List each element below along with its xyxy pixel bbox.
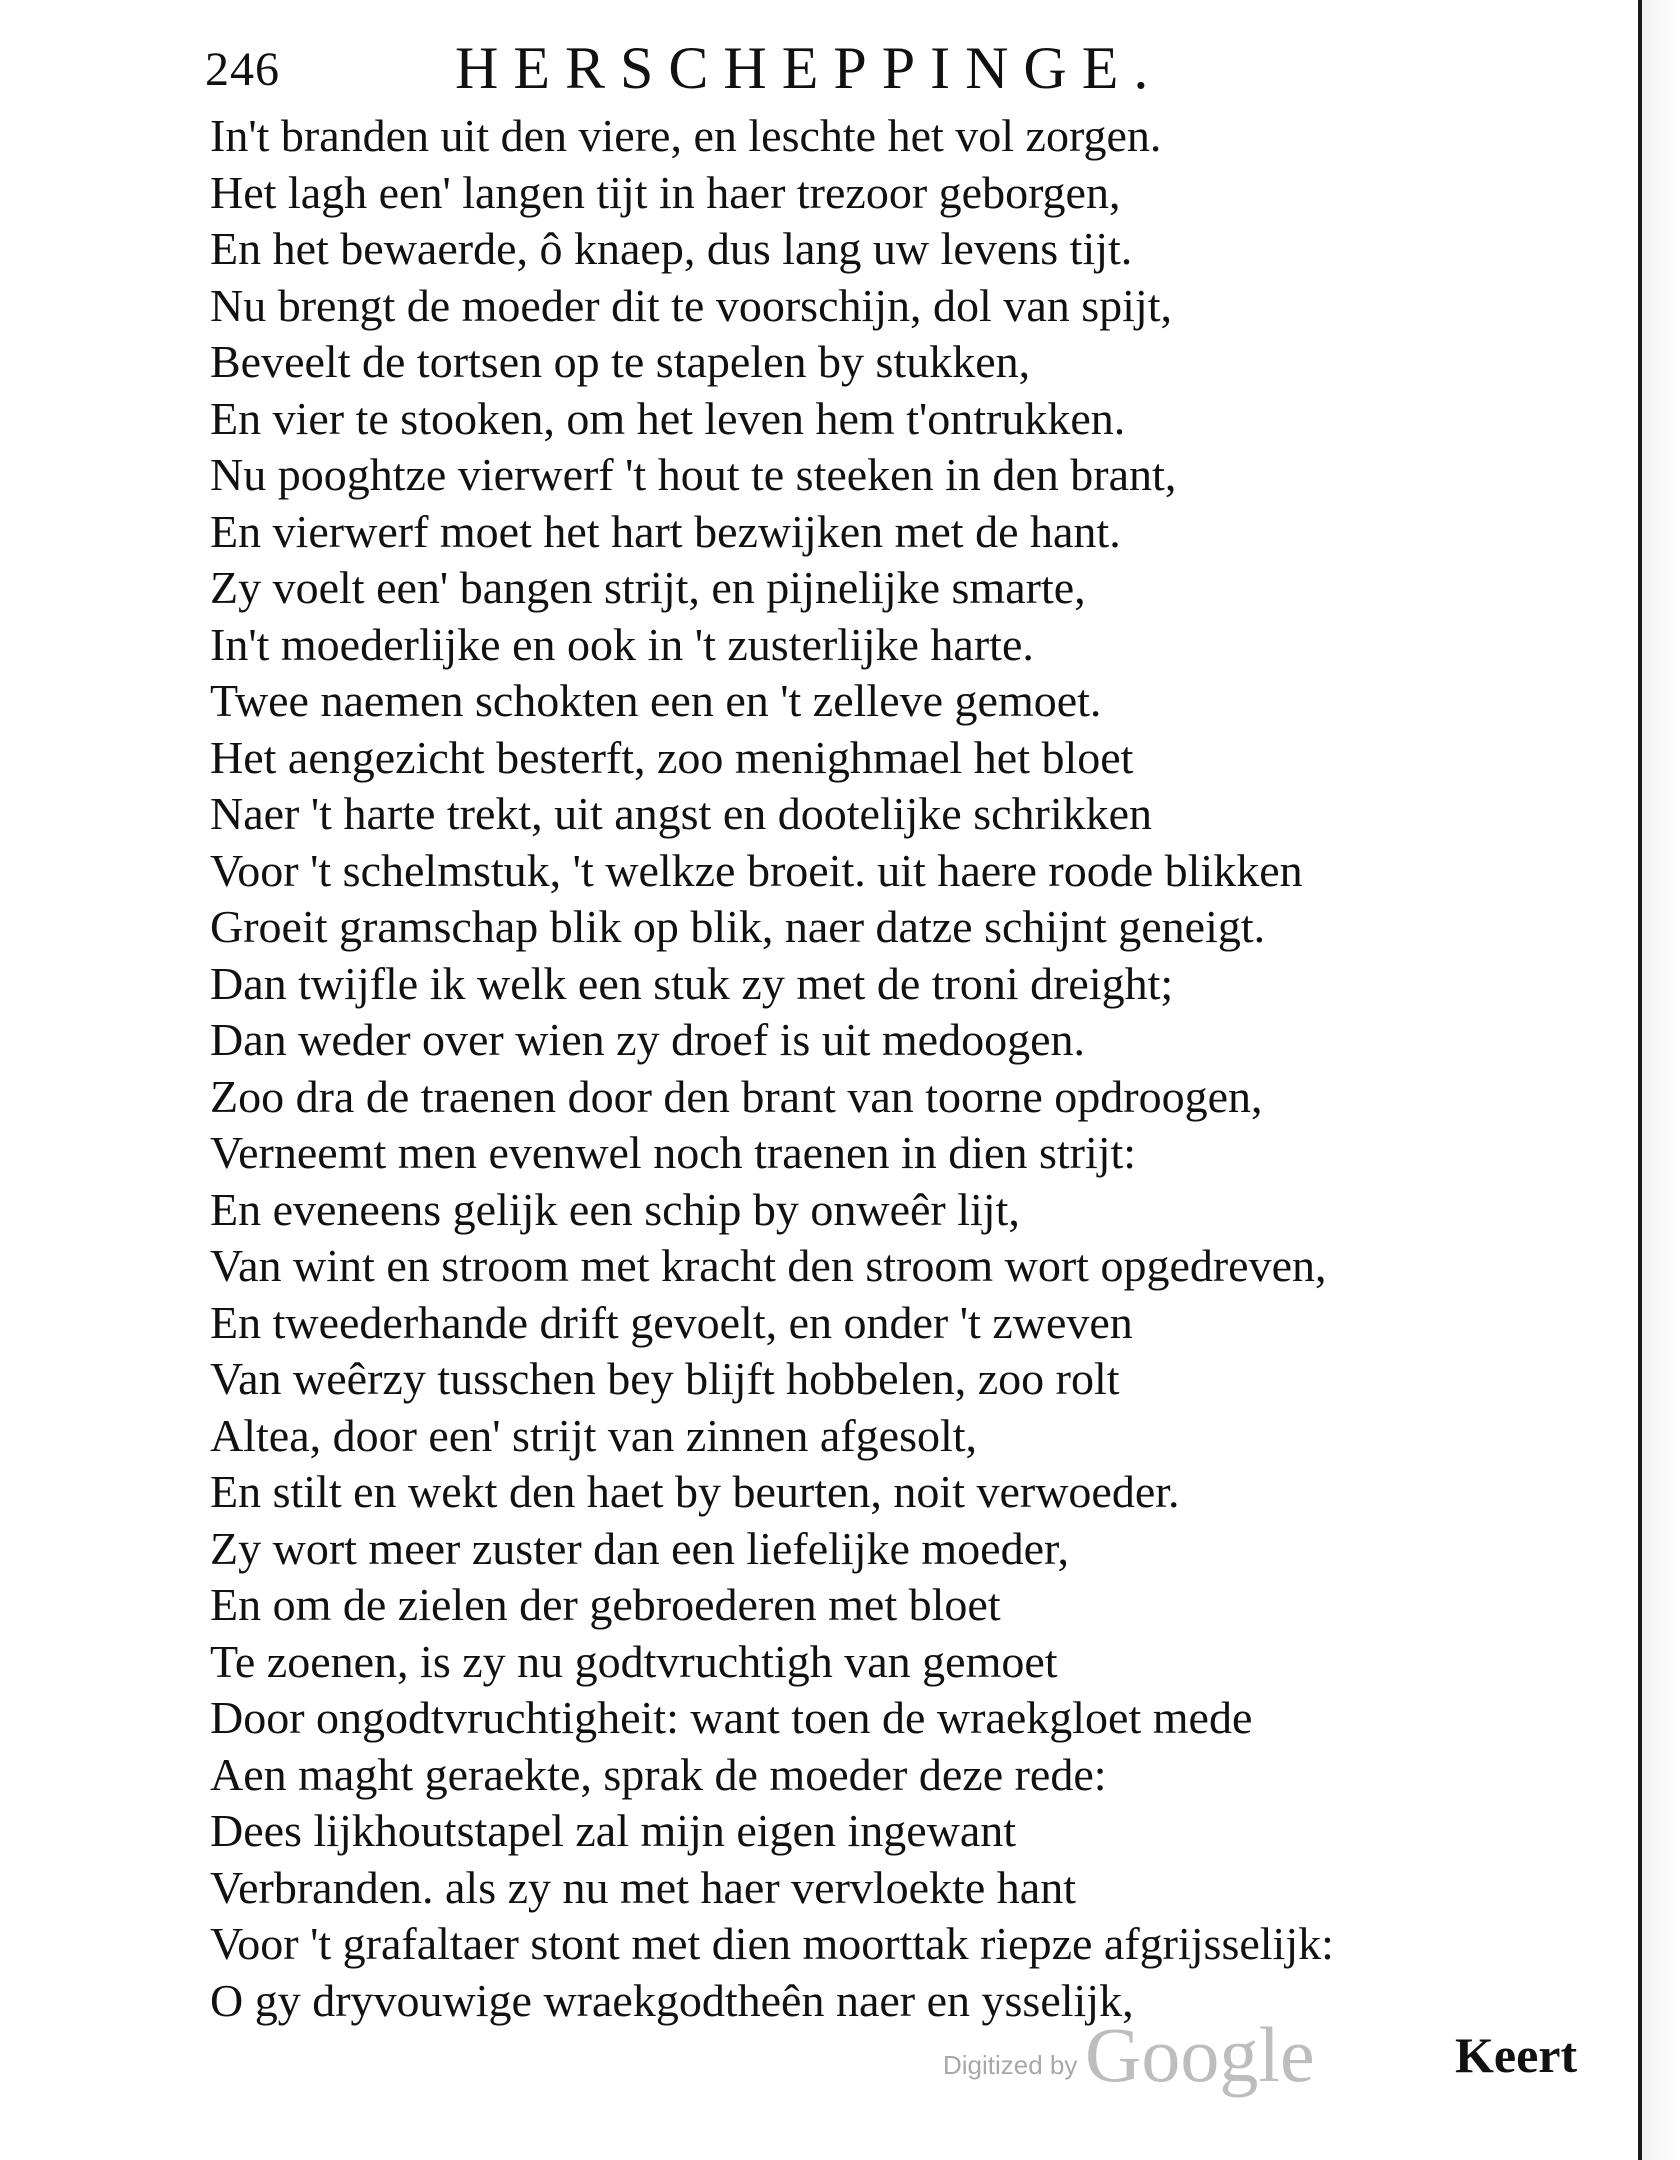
verse-line: Voor 't schelmstuk, 't welkze broeit. uit haere roode blikken <box>210 844 1303 896</box>
verse-line: In't moederlijke en ook in 't zusterlijke harte. <box>210 618 1034 670</box>
running-title: HERSCHEPPINGE. <box>455 35 1164 101</box>
verse-line: En het bewaerde, ô knaep, dus lang uw levens tijt. <box>210 223 1133 274</box>
verse-line: Door ongodtvruchtigheit: want toen de wraekgloet mede <box>210 1692 1253 1743</box>
page-number: 246 <box>205 43 280 96</box>
verse-line: Twee naemen schokten een en 't zelleve gemoet. <box>210 675 1102 726</box>
verse-line: In't branden uit den viere, en leschte het vol zorgen. <box>210 110 1162 161</box>
verse-line: O gy dryvouwige wraekgodtheên naer en ysselijk, <box>210 1974 1134 2026</box>
verse-line: En vierwerf moet het hart bezwijken met de hant. <box>210 505 1121 557</box>
verse-line: Dees lijkhoutstapel zal mijn eigen ingewant <box>210 1805 1017 1856</box>
verse-line: Zoo dra de traenen door den brant van toorne opdroogen, <box>210 1070 1263 1122</box>
verse-line: En om de zielen der gebroederen met bloet <box>210 1579 1001 1630</box>
digitized-by-label: Digitized by <box>943 2050 1078 2080</box>
verse-line: En stilt en wekt den haet by beurten, noit verwoeder. <box>210 1466 1180 1517</box>
verse-line: En vier te stooken, om het leven hem t'ontrukken. <box>210 392 1126 444</box>
verse-line: Het aengezicht besterft, zoo menighmael het bloet <box>210 731 1134 783</box>
verse-line: Dan twijfle ik welk een stuk zy met de troni dreight; <box>210 957 1174 1009</box>
verse-line: En tweederhande drift gevoelt, en onder 't zweven <box>210 1296 1133 1348</box>
verse-line: Het lagh een' langen tijt in haer trezoor geborgen, <box>210 166 1121 218</box>
verse-line: Verbranden. als zy nu met haer vervloekte hant <box>210 1861 1076 1913</box>
binding-shadow <box>1642 0 1680 2160</box>
verse-line: Groeit gramschap blik op blik, naer datze schijnt geneigt. <box>210 901 1266 952</box>
verse-text <box>210 108 1630 2029</box>
verse-line: Nu pooghtze vierwerf 't hout te steeken in den brant, <box>210 449 1177 500</box>
verse-line: Aen maght geraekte, sprak de moeder deze rede: <box>210 1748 1107 1800</box>
verse-line: Zy wort meer zuster dan een liefelijke moeder, <box>210 1522 1069 1574</box>
google-watermark: Google <box>1085 2011 1315 2098</box>
verse-line: En eveneens gelijk een schip by onweêr lijt, <box>210 1183 1020 1235</box>
verse-line: Van wint en stroom met kracht den stroom wort opgedreven, <box>210 1240 1327 1291</box>
verse-line: Van weêrzy tusschen bey blijft hobbelen, zoo rolt <box>210 1353 1120 1404</box>
verse-line: Beveelt de tortsen op te stapelen by stukken, <box>210 336 1031 387</box>
page-header <box>205 28 1355 108</box>
catchword: Keert <box>1455 2027 1578 2083</box>
page-footer <box>0 2010 1680 2110</box>
verse-line: Naer 't harte trekt, uit angst en dootelijke schrikken <box>210 788 1153 839</box>
verse-line: Altea, door een' strijt van zinnen afgesolt, <box>210 1409 978 1461</box>
verse-line: Te zoenen, is zy nu godtvruchtigh van gemoet <box>210 1635 1058 1687</box>
verse-line: Voor 't grafaltaer stont met dien moorttak riepze afgrijsselijk: <box>210 1918 1334 1969</box>
verse-line: Dan weder over wien zy droef is uit medoogen. <box>210 1014 1085 1065</box>
verse-line: Zy voelt een' bangen strijt, en pijnelijke smarte, <box>210 562 1086 613</box>
verse-line: Nu brengt de moeder dit te voorschijn, dol van spijt, <box>210 279 1172 331</box>
verse-line: Verneemt men evenwel noch traenen in dien strijt: <box>210 1127 1137 1178</box>
